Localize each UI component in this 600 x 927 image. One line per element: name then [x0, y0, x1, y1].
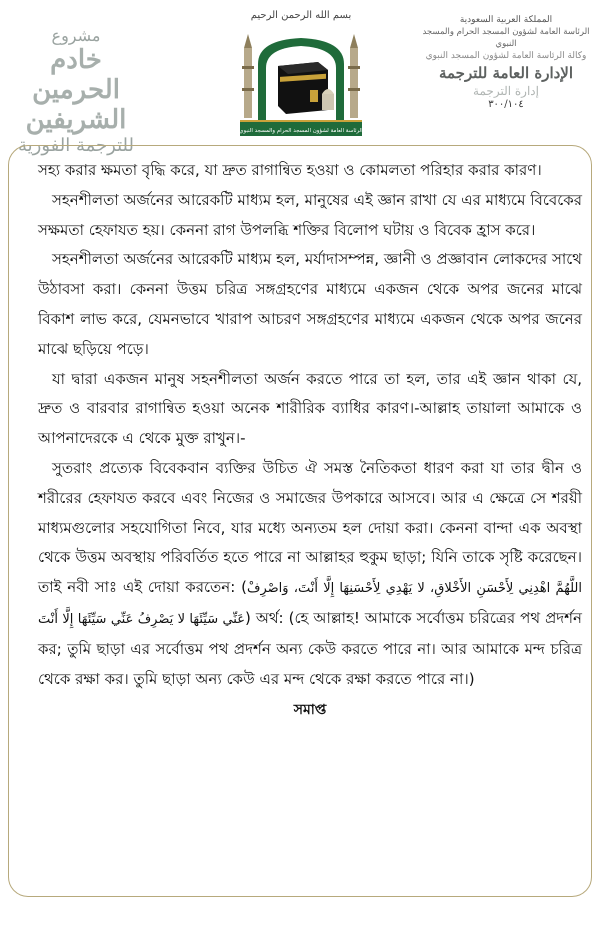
- paragraph-3: সহনশীলতা অর্জনের আরেকটি মাধ্যম হল, মর্যাদাসম্পন্ন, জ্ঞানী ও প্রজ্ঞাবান লোকদের সাথে উঠাবসা করা। কেননা উত্তম চরিত্র সঙ্গগ্রহণের মাধ্যমে একজন থেকে অপর জনের মাঝে বিকাশ লাভ করে, যেমনভাবে খারাপ আচরণ সঙ্গগ্রহণের মাধ্যমে একজন থেকে অপর জনের মাঝে ছড়িয়ে পড়ে।: [38, 250, 582, 358]
- kaaba-emblem: [236, 10, 366, 134]
- presidency-letterhead: [418, 14, 594, 142]
- document-body: [38, 156, 582, 722]
- document-number: ٣٠٠/١٠٤: [488, 99, 524, 110]
- letterhead-line-2: الرئاسة العامة لشؤون المسجد الحرام والمسجد النبوي: [422, 27, 590, 49]
- letterhead-line-4: الإدارة العامة للترجمة: [438, 64, 574, 82]
- letterhead-line-3: وكالة الرئاسة العامة لشؤون المسجد النبوي: [425, 51, 587, 61]
- translation-project-logo: [4, 24, 148, 156]
- logo-line-3: للترجمة الفورية: [18, 135, 134, 156]
- bismillah-text: بسم الله الرحمن الرحيم: [250, 10, 352, 21]
- letterhead-line-5: إدارة الترجمة: [473, 84, 539, 98]
- paragraph-2: সহনশীলতা অর্জনের আরেকটি মাধ্যম হল, মানুষের এই জ্ঞান রাখা যে এর মাধ্যমে বিবেকের সক্ষমতা হেফাযত হয়। কেননা রাগ উপলব্ধি শক্তির বিলোপ ঘটায় ও বিবেক হ্রাস করে।: [38, 190, 582, 239]
- letterhead-line-1: المملكة العربية السعودية: [459, 15, 553, 25]
- paragraph-5-translation: ) অর্থ: (হে আল্লাহ! আমাকে সর্বোত্তম চরিত্রের পথ প্রদর্শন কর; তুমি ছাড়া এর সর্বোত্তম পথ প্রদর্শন অন্য কেউ করতে পারে না। আর আমাকে মন্দ চরিত্র থেকে রক্ষা কর। তুমি ছাড়া অন্য কেউ এর মন্দ থেকে রক্ষা করতে পারে না।): [38, 608, 582, 688]
- arabic-supplication: اللَّهُمَّ اهْدِنِي لِأَحْسَنِ الأَخْلاقِ، لا يَهْدِي لِأَحْسَنِهَا إِلَّا أَنْتَ، وَاصْرِفْ عَنِّي سَيِّئَهَا لا يَصْرِفُ عَنِّي سَيِّئَهَا إِلَّا أَنْتَ: [38, 581, 582, 627]
- paragraph-5-text: সুতরাং প্রত্যেক বিবেকবান ব্যক্তির উচিত ঐ সমস্ত নৈতিকতা ধারণ করা যা তার দ্বীন ও শরীরের হেফাযত করবে এবং নিজের ও সমাজের উপকারে আসবে। আর এ ক্ষেত্রে সে শরয়ী মাধ্যমগুলোর সহযোগিতা নিবে, যার মধ্যে অন্যতম হল দোয়া করা। কেননা বান্দা এক অবস্থা থেকে উত্তম অবস্থায় পরিবর্তিত হতে পারে না আল্লাহর হুকুম ছাড়া; যিনি তাকে সৃষ্টি করেছেন। তাই নবী সাঃ এই দোয়া করতেন: (: [38, 458, 582, 597]
- paragraph-4: যা দ্বারা একজন মানুষ সহনশীলতা অর্জন করতে পারে তা হল, তার এই জ্ঞান থাকা যে, দ্রুত ও বারবার রাগান্বিত হওয়া অনেক শারীরিক ব্যাধির কারণ।-আল্লাহ তায়ালা আমাকে ও আপনাদেরকে এ থেকে মুক্ত রাখুন।-: [38, 369, 582, 448]
- paragraph-5: [38, 454, 582, 694]
- page-header: [0, 0, 600, 156]
- logo-line-1: مشروع: [51, 26, 101, 45]
- emblem-banner-text: الرئاسة العامة لشؤون المسجد الحرام والمسجد النبوي: [239, 128, 363, 134]
- kaaba-icon: [236, 26, 366, 138]
- ending-label: সমাপ্ত: [293, 702, 327, 719]
- logo-line-2: خادم الحرمين الشريفين: [25, 45, 127, 135]
- paragraph-1: সহ্য করার ক্ষমতা বৃদ্ধি করে, যা দ্রুত রাগান্বিত হওয়া ও কোমলতা পরিহার করার কারণ।: [38, 161, 542, 179]
